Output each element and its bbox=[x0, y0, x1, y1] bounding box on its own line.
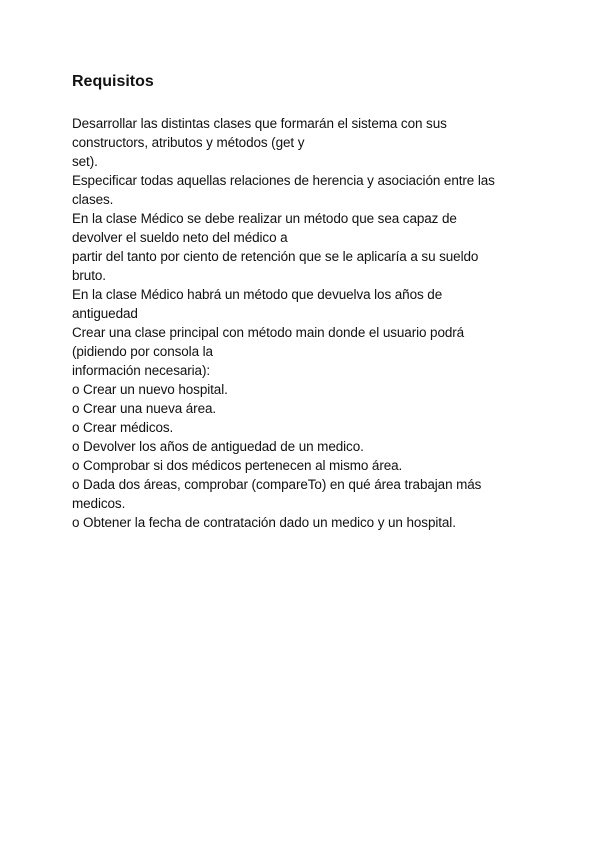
text-line: Desarrollar las distintas clases que formarán el sistema con sus bbox=[72, 116, 447, 131]
text-line: Especificar todas aquellas relaciones de herencia y asociación entre las bbox=[72, 173, 495, 188]
text-line: set). bbox=[72, 154, 98, 169]
text-line: (pidiendo por consola la bbox=[72, 344, 213, 359]
text-line: constructors, atributos y métodos (get y bbox=[72, 135, 305, 150]
text-line: Crear una clase principal con método main donde el usuario podrá bbox=[72, 325, 465, 340]
list-item: o Crear médicos. bbox=[72, 420, 174, 435]
text-line: información necesaria): bbox=[72, 363, 211, 378]
list-item: o Crear un nuevo hospital. bbox=[72, 382, 228, 397]
text-line: En la clase Médico se debe realizar un método que sea capaz de bbox=[72, 211, 457, 226]
text-line: clases. bbox=[72, 192, 114, 207]
list-item: o Obtener la fecha de contratación dado un medico y un hospital. bbox=[72, 515, 456, 530]
list-item: o Dada dos áreas, comprobar (compareTo) en qué área trabajan más bbox=[72, 477, 482, 492]
text-line: devolver el sueldo neto del médico a bbox=[72, 230, 288, 245]
list-item: medicos. bbox=[72, 496, 126, 511]
list-item: o Comprobar si dos médicos pertenecen al mismo área. bbox=[72, 458, 403, 473]
text-line: bruto. bbox=[72, 268, 106, 283]
list-item: o Crear una nueva área. bbox=[72, 401, 217, 416]
list-item: o Devolver los años de antiguedad de un medico. bbox=[72, 439, 364, 454]
document-heading: Requisitos bbox=[72, 73, 154, 90]
document-body bbox=[72, 114, 542, 532]
text-line: antiguedad bbox=[72, 306, 138, 321]
text-line: partir del tanto por ciento de retención que se le aplicaría a su sueldo bbox=[72, 249, 479, 264]
text-line: En la clase Médico habrá un método que devuelva los años de bbox=[72, 287, 443, 302]
